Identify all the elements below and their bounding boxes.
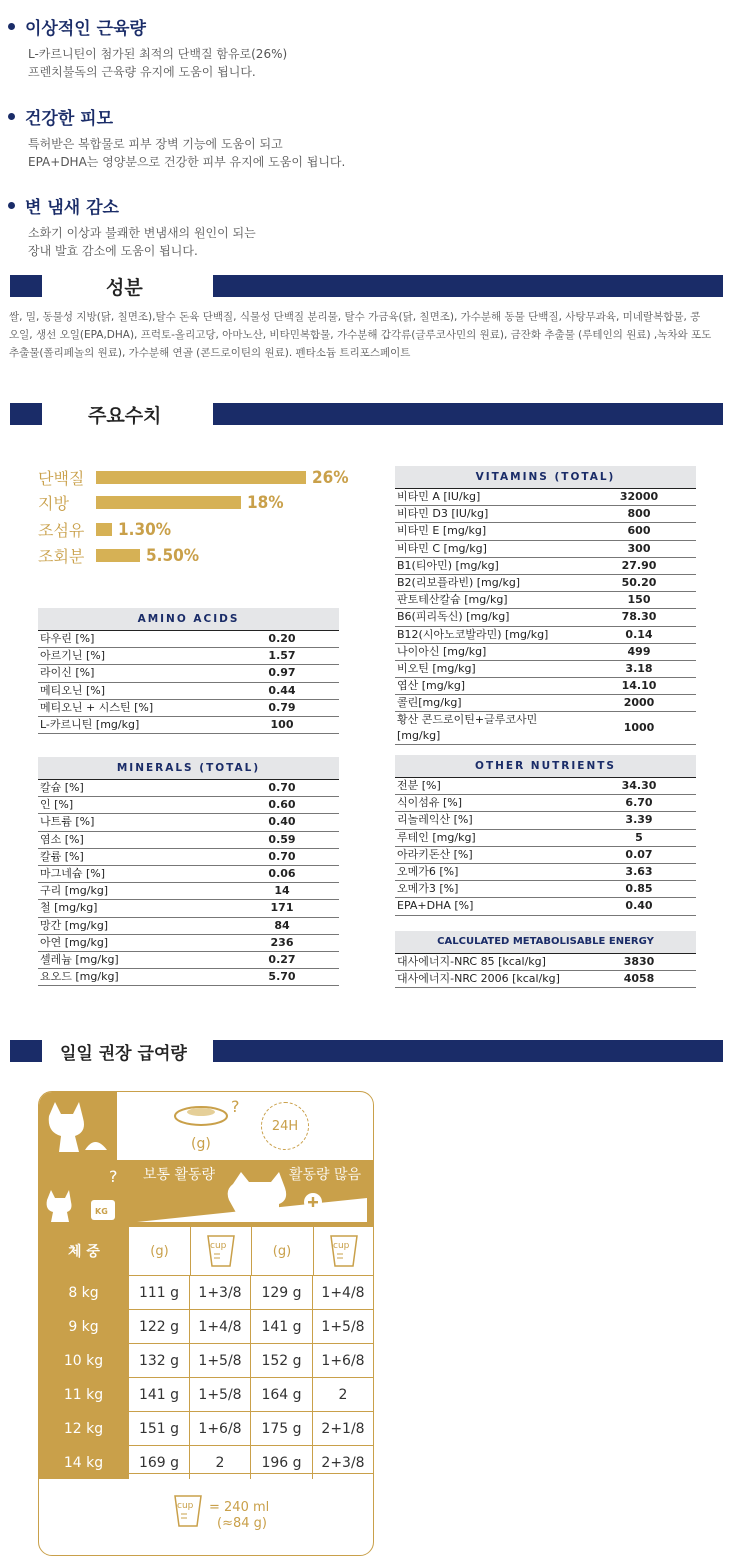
key-value-row: 지방 18%: [38, 492, 284, 513]
key-values-title: 주요수치: [88, 405, 162, 427]
nutrient-value: 14.10: [582, 678, 696, 695]
nutrient-value: 0.07: [582, 846, 696, 863]
table-row: [395, 829, 696, 846]
feature-text: 소화기 이상과 불쾌한 변냄새의 원인이 되는: [28, 226, 256, 240]
table-row: [39, 1377, 373, 1411]
nutrient-value: 800: [582, 506, 696, 523]
table-row: [38, 648, 339, 665]
nutrient-label: 철 [mg/kg]: [38, 900, 225, 917]
cup-icon: [173, 1494, 203, 1532]
table-row: [395, 778, 696, 795]
high-activity-label: 활동량 많음: [289, 1167, 362, 1183]
nutrient-value: 100: [225, 716, 339, 733]
food-bowl-icon: [169, 1100, 239, 1136]
nutrient-label: 황산 콘드로이틴+글루코사민 [mg/kg]: [395, 712, 582, 745]
nutrient-value: 3830: [582, 954, 696, 971]
header-bar-right: [213, 275, 723, 297]
nutrient-value: 5: [582, 829, 696, 846]
nutrient-value: 0.20: [225, 631, 339, 648]
table-row: [395, 609, 696, 626]
cups-normal-cell: 1+4/8: [190, 1310, 251, 1343]
bullet-icon: [8, 23, 15, 30]
nutrient-label: B12(시아노코발라민) [mg/kg]: [395, 626, 582, 643]
key-value-bar: [96, 471, 306, 484]
table-row: [38, 969, 339, 986]
table-row: [38, 865, 339, 882]
svg-text:cup: cup: [333, 1241, 350, 1251]
nutrient-value: 300: [582, 540, 696, 557]
feature-text: 장내 발효 감소에 도움이 됩니다.: [28, 244, 198, 258]
nutrient-value: 0.59: [225, 831, 339, 848]
nutrient-label: 마그네슘 [%]: [38, 865, 225, 882]
nutrient-label: 칼슘 [%]: [38, 780, 225, 797]
nutrient-label: 메티오닌 + 시스틴 [%]: [38, 699, 225, 716]
table-row: [395, 846, 696, 863]
table-row: [395, 643, 696, 660]
grams-high-cell: 175 g: [251, 1412, 313, 1445]
key-value-row: 단백질 26%: [38, 467, 349, 488]
weight-cell: 14 kg: [39, 1446, 129, 1479]
table-row: [38, 631, 339, 648]
nutrient-label: 판토테산칼슘 [mg/kg]: [395, 592, 582, 609]
nutrient-value: 78.30: [582, 609, 696, 626]
nutrient-label: 아르기닌 [%]: [38, 648, 225, 665]
feature-2: [8, 104, 345, 171]
nutrient-label: 구리 [mg/kg]: [38, 883, 225, 900]
table-row: [395, 660, 696, 677]
nutrient-value: 0.40: [582, 898, 696, 915]
ingredients-title: 성분: [106, 277, 143, 299]
nutrient-label: L-카르니틴 [mg/kg]: [38, 716, 225, 733]
table-row: [38, 780, 339, 797]
table-row: [395, 971, 696, 988]
grams-normal-cell: 141 g: [129, 1378, 190, 1411]
amino-acids-table: [38, 608, 339, 734]
nutrient-value: 3.39: [582, 812, 696, 829]
header-bar-left: [10, 1040, 42, 1062]
grams-label: (g): [191, 1136, 211, 1152]
other-nutrients-table: [395, 755, 696, 916]
nutrient-value: 4058: [582, 971, 696, 988]
energy-table: [395, 931, 696, 988]
feature-text: 특허받은 복합물로 피부 장벽 기능에 도움이 되고: [28, 137, 283, 151]
nutrient-label: 오메가3 [%]: [395, 881, 582, 898]
key-value-bar: [96, 496, 241, 509]
nutrient-label: 망간 [mg/kg]: [38, 917, 225, 934]
table-row: [38, 797, 339, 814]
table-row: [395, 523, 696, 540]
nutrient-label: 나트륨 [%]: [38, 814, 225, 831]
cups-high-cell: 2+3/8: [321, 1454, 365, 1471]
nutrient-label: 아라키돈산 [%]: [395, 846, 582, 863]
table-row: [395, 540, 696, 557]
nutrient-label: 식이섬유 [%]: [395, 795, 582, 812]
key-value-bar: [96, 549, 140, 562]
feature-title: 변 냄새 감소: [25, 198, 119, 218]
nutrient-label: 비타민 A [IU/kg]: [395, 489, 582, 506]
table-title: OTHER NUTRIENTS: [395, 755, 696, 778]
normal-activity-label: 보통 활동량: [143, 1167, 216, 1183]
feature-title: 이상적인 근육량: [25, 19, 146, 39]
table-row: [38, 831, 339, 848]
weight-icon: [39, 1160, 129, 1227]
feature-title: 건강한 피모: [25, 109, 114, 129]
table-row: [38, 716, 339, 733]
cups-normal-cell: 1+5/8: [190, 1378, 251, 1411]
cups-high-cell: 1+4/8: [321, 1284, 365, 1301]
table-title: VITAMINS (TOTAL): [395, 466, 696, 489]
weight-cell: 11 kg: [39, 1378, 129, 1411]
table-title: AMINO ACIDS: [38, 608, 339, 631]
grams-high-cell: 152 g: [251, 1344, 313, 1377]
cup-icon: [313, 1227, 374, 1275]
weight-cell: 9 kg: [39, 1310, 129, 1343]
table-row: [38, 814, 339, 831]
header-bar-right: [213, 1040, 723, 1062]
feature-text: 프렌치불독의 근육량 유지에 도움이 됩니다.: [28, 65, 256, 79]
table-row: [395, 574, 696, 591]
nutrient-label: 전분 [%]: [395, 778, 582, 795]
nutrient-value: 14: [225, 883, 339, 900]
grams-normal-cell: 111 g: [129, 1276, 190, 1309]
table-row: [395, 626, 696, 643]
nutrient-label: 엽산 [mg/kg]: [395, 678, 582, 695]
bullet-icon: [8, 113, 15, 120]
nutrient-label: 비타민 C [mg/kg]: [395, 540, 582, 557]
weight-column-header: 체 중: [39, 1227, 129, 1275]
nutrient-label: B6(피리독신) [mg/kg]: [395, 609, 582, 626]
nutrient-value: 0.14: [582, 626, 696, 643]
grams-high-cell: 141 g: [251, 1310, 313, 1343]
table-row: [395, 881, 696, 898]
table-row: [38, 699, 339, 716]
nutrient-label: 대사에너지-NRC 2006 [kcal/kg]: [395, 971, 582, 988]
table-row: [395, 898, 696, 915]
bullet-icon: [8, 202, 15, 209]
feeding-title: 일일 권장 급여량: [60, 1044, 187, 1064]
nutrient-value: 3.63: [582, 863, 696, 880]
nutrient-label: 염소 [%]: [38, 831, 225, 848]
nutrient-value: 1.57: [225, 648, 339, 665]
daily-clock-icon: 24H: [261, 1102, 309, 1150]
nutrient-label: 셀레늄 [mg/kg]: [38, 951, 225, 968]
svg-text:KG: KG: [95, 1207, 108, 1216]
nutrient-label: 루테인 [mg/kg]: [395, 829, 582, 846]
nutrient-value: 0.70: [225, 780, 339, 797]
cup-icon: [190, 1227, 252, 1275]
ingredients-header: [0, 275, 732, 297]
nutrient-value: 84: [225, 917, 339, 934]
svg-text:?: ?: [231, 1100, 239, 1116]
cups-high-cell: 2+1/8: [321, 1420, 365, 1437]
nutrient-value: 0.40: [225, 814, 339, 831]
nutrient-value: 34.30: [582, 778, 696, 795]
table-row: [39, 1411, 373, 1445]
nutrient-value: 0.06: [225, 865, 339, 882]
nutrient-value: 6.70: [582, 795, 696, 812]
grams-high-cell: 129 g: [251, 1276, 313, 1309]
cups-normal-cell: 2: [190, 1446, 251, 1479]
feeding-rows: [39, 1275, 373, 1479]
nutrient-label: 비타민 E [mg/kg]: [395, 523, 582, 540]
table-row: [38, 665, 339, 682]
header-bar-right: [213, 403, 723, 425]
grams-high-cell: 196 g: [251, 1446, 313, 1479]
nutrient-label: 비타민 D3 [IU/kg]: [395, 506, 582, 523]
nutrient-value: 600: [582, 523, 696, 540]
nutrient-label: 콜린[mg/kg]: [395, 695, 582, 712]
weight-cell: 12 kg: [39, 1412, 129, 1445]
table-row: [38, 917, 339, 934]
nutrient-value: 0.44: [225, 682, 339, 699]
table-row: [395, 557, 696, 574]
key-value-bar: [96, 523, 112, 536]
nutrient-label: B1(티아민) [mg/kg]: [395, 557, 582, 574]
table-row: [38, 934, 339, 951]
nutrient-value: 32000: [582, 489, 696, 506]
nutrient-value: 2000: [582, 695, 696, 712]
nutrient-label: 타우린 [%]: [38, 631, 225, 648]
nutrient-value: 1000: [582, 712, 696, 745]
table-row: [395, 812, 696, 829]
nutrient-label: 라이신 [%]: [38, 665, 225, 682]
nutrient-value: 5.70: [225, 969, 339, 986]
feature-text: L-카르니틴이 첨가된 최적의 단백질 함유로(26%): [28, 47, 288, 61]
cups-normal-cell: 1+3/8: [190, 1276, 251, 1309]
nutrient-label: 대사에너지-NRC 85 [kcal/kg]: [395, 954, 582, 971]
table-row: [38, 951, 339, 968]
table-title: CALCULATED METABOLISABLE ENERGY: [395, 931, 696, 954]
nutrient-value: 0.27: [225, 951, 339, 968]
grams-normal-cell: 122 g: [129, 1310, 190, 1343]
table-title: MINERALS (TOTAL): [38, 757, 339, 780]
cup-weight: (≈84 g): [217, 1516, 267, 1531]
nutrient-value: 0.97: [225, 665, 339, 682]
grams-normal-cell: 169 g: [129, 1446, 190, 1479]
grams-high-cell: 164 g: [251, 1378, 313, 1411]
nutrient-label: EPA+DHA [%]: [395, 898, 582, 915]
feature-1: [8, 14, 287, 81]
dog-bowl-icon: [39, 1092, 117, 1160]
table-row: [395, 863, 696, 880]
vitamins-table: [395, 466, 696, 745]
nutrient-value: 27.90: [582, 557, 696, 574]
weight-cell: 8 kg: [39, 1276, 129, 1309]
ingredients-text: 쌀, 밀, 동물성 지방(닭, 칠면조),탈수 돈육 단백질, 식물성 단백질 분리물, 탈수 가금육(닭, 칠면조), 가수분해 동물 단백질, 사탕무과육, 미네랄복합물, 콩 오일, 생선 오일(EPA,DHA), 프럭토-올리고당, 아마노산, 비타민복합물, 가수분해 갑각류(글루코사민의 원료), 금잔화 추출물 (루테인의 원료) ,녹차와 포도 추출물(폴리페놀의 원료), 가수분해 연골 (콘드로이틴의 원료). 펜타소듐 트리포스페이트: [9, 311, 712, 359]
table-row: [395, 678, 696, 695]
table-row: [395, 954, 696, 971]
cups-high-cell: 1+6/8: [321, 1352, 365, 1369]
table-row: [39, 1275, 373, 1309]
table-row: [395, 489, 696, 506]
cups-high-cell: 1+5/8: [321, 1318, 365, 1335]
feeding-header: [0, 1040, 732, 1062]
nutrient-value: 0.70: [225, 848, 339, 865]
table-row: [395, 592, 696, 609]
table-row: [39, 1309, 373, 1343]
minerals-table: [38, 757, 339, 986]
grams-normal-cell: 151 g: [129, 1412, 190, 1445]
feature-3: [8, 193, 256, 260]
nutrient-value: 50.20: [582, 574, 696, 591]
cup-volume: = 240 ml: [209, 1500, 270, 1515]
cups-normal-cell: 1+5/8: [190, 1344, 251, 1377]
nutrient-label: 비오틴 [mg/kg]: [395, 660, 582, 677]
table-row: [38, 883, 339, 900]
cup-equivalence: [39, 1473, 373, 1556]
grams-unit-high: (g): [251, 1227, 314, 1275]
nutrient-value: 0.79: [225, 699, 339, 716]
unit-header-row: [129, 1227, 374, 1275]
table-row: [395, 795, 696, 812]
nutrient-value: 171: [225, 900, 339, 917]
nutrient-label: 아연 [mg/kg]: [38, 934, 225, 951]
nutrient-label: 칼륨 [%]: [38, 848, 225, 865]
nutrient-value: 0.85: [582, 881, 696, 898]
table-row: [395, 712, 696, 745]
cups-high-cell: 2: [338, 1386, 348, 1403]
svg-text:cup: cup: [177, 1501, 194, 1511]
table-row: [38, 900, 339, 917]
key-value-row: 조섬유 1.30%: [38, 519, 172, 540]
nutrient-label: 나이아신 [mg/kg]: [395, 643, 582, 660]
activity-level-header: [129, 1160, 374, 1227]
nutrient-label: 인 [%]: [38, 797, 225, 814]
nutrient-value: 0.60: [225, 797, 339, 814]
table-row: [395, 695, 696, 712]
header-bar-left: [10, 275, 42, 297]
svg-text:?: ?: [109, 1167, 118, 1186]
nutrient-value: 236: [225, 934, 339, 951]
table-row: [38, 848, 339, 865]
nutrient-label: 요오드 [mg/kg]: [38, 969, 225, 986]
nutrient-label: B2(리보플라빈) [mg/kg]: [395, 574, 582, 591]
key-values-header: [0, 403, 732, 425]
feeding-guide: [38, 1091, 374, 1556]
nutrient-value: 3.18: [582, 660, 696, 677]
nutrient-value: 150: [582, 592, 696, 609]
header-bar-left: [10, 403, 42, 425]
nutrient-value: 499: [582, 643, 696, 660]
key-value-row: 조회분 5.50%: [38, 545, 200, 566]
nutrient-label: 오메가6 [%]: [395, 863, 582, 880]
grams-unit-normal: (g): [129, 1227, 191, 1275]
grams-normal-cell: 132 g: [129, 1344, 190, 1377]
nutrient-label: 리놀레익산 [%]: [395, 812, 582, 829]
table-row: [39, 1343, 373, 1377]
table-row: [38, 682, 339, 699]
feature-text: EPA+DHA는 영양분으로 건강한 피부 유지에 도움이 됩니다.: [28, 155, 346, 169]
weight-cell: 10 kg: [39, 1344, 129, 1377]
cups-normal-cell: 1+6/8: [190, 1412, 251, 1445]
nutrient-label: 메티오닌 [%]: [38, 682, 225, 699]
table-row: [395, 506, 696, 523]
svg-text:cup: cup: [209, 1241, 226, 1251]
